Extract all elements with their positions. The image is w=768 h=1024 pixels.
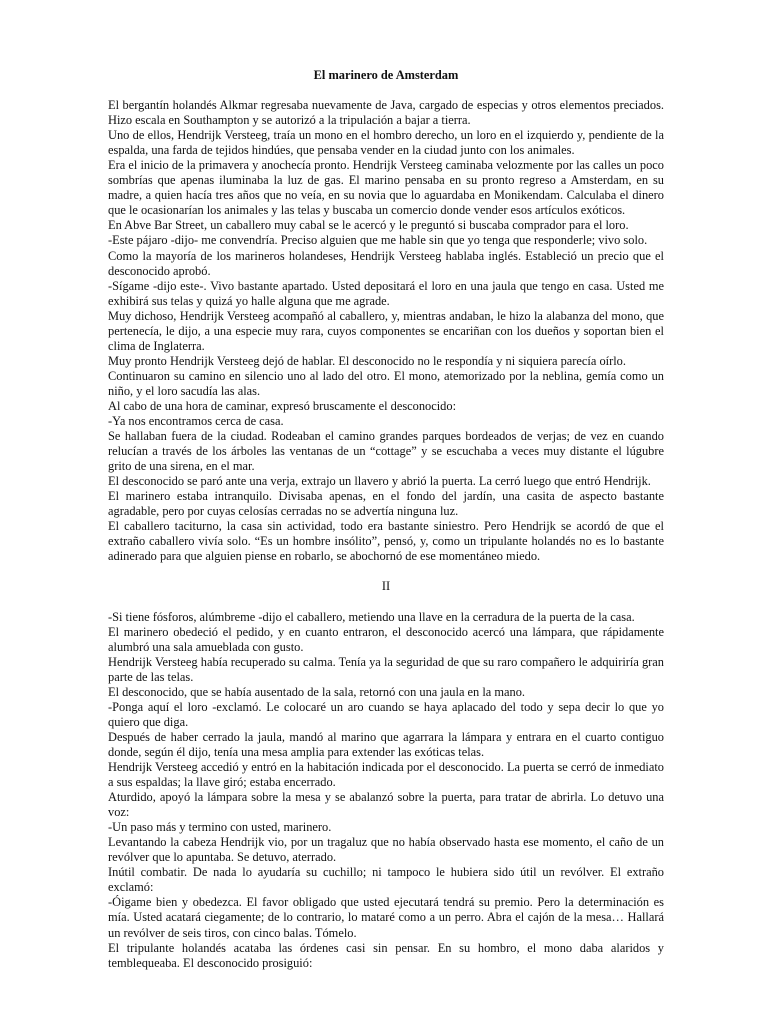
paragraph: -Si tiene fósforos, alúmbreme -dijo el caballero, metiendo una llave en la cerradura de la puerta de la casa. — [108, 609, 635, 624]
paragraph: El caballero taciturno, la casa sin actividad, todo era bastante siniestro. Pero Hendrijk se acordó de que el extraño caballero vivía solo. “Es un hombre insólito”, pensó, y, como un tripulante holandés no es lo bastante adinerado para que alguien piense en robarlo, se abochornó de ese momentáneo miedo. — [108, 519, 664, 564]
paragraph: Como la mayoría de los marineros holandeses, Hendrijk Versteeg hablaba inglés. Estableció un precio que el desconocido aprobó. — [108, 248, 664, 278]
paragraph: -Sígame -dijo este-. Vivo bastante apartado. Usted depositará el loro en una jaula que tengo en casa. Usted me exhibirá sus telas y quizá yo halle alguna que me agrade. — [108, 278, 664, 308]
paragraph: El desconocido, que se había ausentado de la sala, retornó con una jaula en la mano. — [108, 684, 525, 699]
paragraph: Se hallaban fuera de la ciudad. Rodeaban el camino grandes parques bordeados de verjas; de vez en cuando relucían a través de los árboles las ventanas de un “cottage” y se escuchaba a veces muy distante el lúgubre grito de una sirena, en el mar. — [108, 429, 664, 474]
paragraph: -Este pájaro -dijo- me convendría. Preciso alguien que me hable sin que yo tenga que responderle; vivo solo. — [108, 233, 648, 248]
paragraph: Levantando la cabeza Hendrijk vio, por un tragaluz que no había observado hasta ese momento, el caño de un revólver que lo apuntaba. Se detuvo, aterrado. — [108, 835, 664, 865]
paragraph: El tripulante holandés acataba las órdenes casi sin pensar. En su hombro, el mono daba alaridos y temblequeaba. El desconocido prosiguió: — [108, 940, 664, 970]
section-two — [108, 610, 664, 971]
section-one — [108, 98, 664, 564]
paragraph: Después de haber cerrado la jaula, mandó al marino que agarrara la lámpara y entrara en el cuarto contiguo donde, según él dijo, tenía una mesa amplia para extender las exóticas telas. — [108, 729, 664, 759]
paragraph: El desconocido se paró ante una verja, extrajo un llavero y abrió la puerta. La cerró luego que entró Hendrijk. — [108, 474, 651, 489]
paragraph: Uno de ellos, Hendrijk Versteeg, traía un mono en el hombro derecho, un loro en el izquierdo y, pendiente de la espalda, una farda de tejidos hindúes, que pensaba vender en la ciudad junto con los animales. — [108, 128, 664, 158]
paragraph: -Ponga aquí el loro -exclamó. Le colocaré un aro cuando se haya aplacado del todo y sepa decir lo que yo quiero que diga. — [108, 699, 664, 729]
section-mark: II — [381, 578, 391, 593]
paragraph: -Ya nos encontramos cerca de casa. — [108, 414, 284, 429]
paragraph: Hendrijk Versteeg había recuperado su calma. Tenía ya la seguridad de que su raro compañero le adquiriría gran parte de las telas. — [108, 654, 664, 684]
paragraph: -Óigame bien y obedezca. El favor obligado que usted ejecutará tendrá su premio. Pero la determinación es mía. Usted acatará ciegamente; de lo contrario, lo mataré como a un perro. Abra el cajón de la mesa… Hallará un revólver de seis tiros, con cinco balas. Tómelo. — [108, 895, 664, 940]
paragraph: En Abve Bar Street, un caballero muy cabal se le acercó y le preguntó si buscaba comprador para el loro. — [108, 218, 629, 233]
paragraph: Hendrijk Versteeg accedió y entró en la habitación indicada por el desconocido. La puerta se cerró de inmediato a sus espaldas; la llave giró; estaba encerrado. — [108, 760, 664, 790]
paragraph: Muy pronto Hendrijk Versteeg dejó de hablar. El desconocido no le respondía y ni siquiera parecía oírlo. — [108, 353, 626, 368]
paragraph: El bergantín holandés Alkmar regresaba nuevamente de Java, cargado de especias y otros elementos preciados. Hizo escala en Southampton y se autorizó a la tripulación a bajar a tierra. — [108, 98, 664, 128]
paragraph: -Un paso más y termino con usted, marinero. — [108, 820, 332, 835]
document-title: El marinero de Amsterdam — [313, 68, 459, 82]
paragraph: Inútil combatir. De nada lo ayudaría su cuchillo; ni tampoco le hubiera sido útil un revólver. El extraño exclamó: — [108, 865, 664, 895]
paragraph: El marinero obedeció el pedido, y en cuanto entraron, el desconocido acercó una lámpara, que rápidamente alumbró una sala amueblada con gusto. — [108, 624, 664, 654]
paragraph: Era el inicio de la primavera y anochecía pronto. Hendrijk Versteeg caminaba velozmente por las calles un poco sombrías que apenas iluminaba la luz de gas. El marino pensaba en su pronto regreso a Amsterdam, en su madre, a quien hacía tres años que no veía, en su novia que lo aguardaba en Monikendam. Calculaba el dinero que le ocasionarían los animales y las telas y buscaba un comercio donde vender esos artículos exóticos. — [108, 158, 664, 218]
paragraph: Continuaron su camino en silencio uno al lado del otro. El mono, atemorizado por la neblina, gemía como un niño, y el loro sacudía las alas. — [108, 368, 664, 398]
document-page — [108, 68, 664, 971]
paragraph: Muy dichoso, Hendrijk Versteeg acompañó al caballero, y, mientras andaban, le hizo la alabanza del mono, que pertenecía, le dijo, a una especie muy rara, cuyos componentes se encariñan con los dueños y soportan bien el clima de Inglaterra. — [108, 308, 664, 353]
paragraph: Al cabo de una hora de caminar, expresó bruscamente el desconocido: — [108, 398, 457, 413]
paragraph: El marinero estaba intranquilo. Divisaba apenas, en el fondo del jardín, una casita de aspecto bastante agradable, pero por cuyas celosías cerradas no se advertía ninguna luz. — [108, 489, 664, 519]
paragraph: Aturdido, apoyó la lámpara sobre la mesa y se abalanzó sobre la puerta, para tratar de abrirla. Lo detuvo una voz: — [108, 790, 664, 820]
